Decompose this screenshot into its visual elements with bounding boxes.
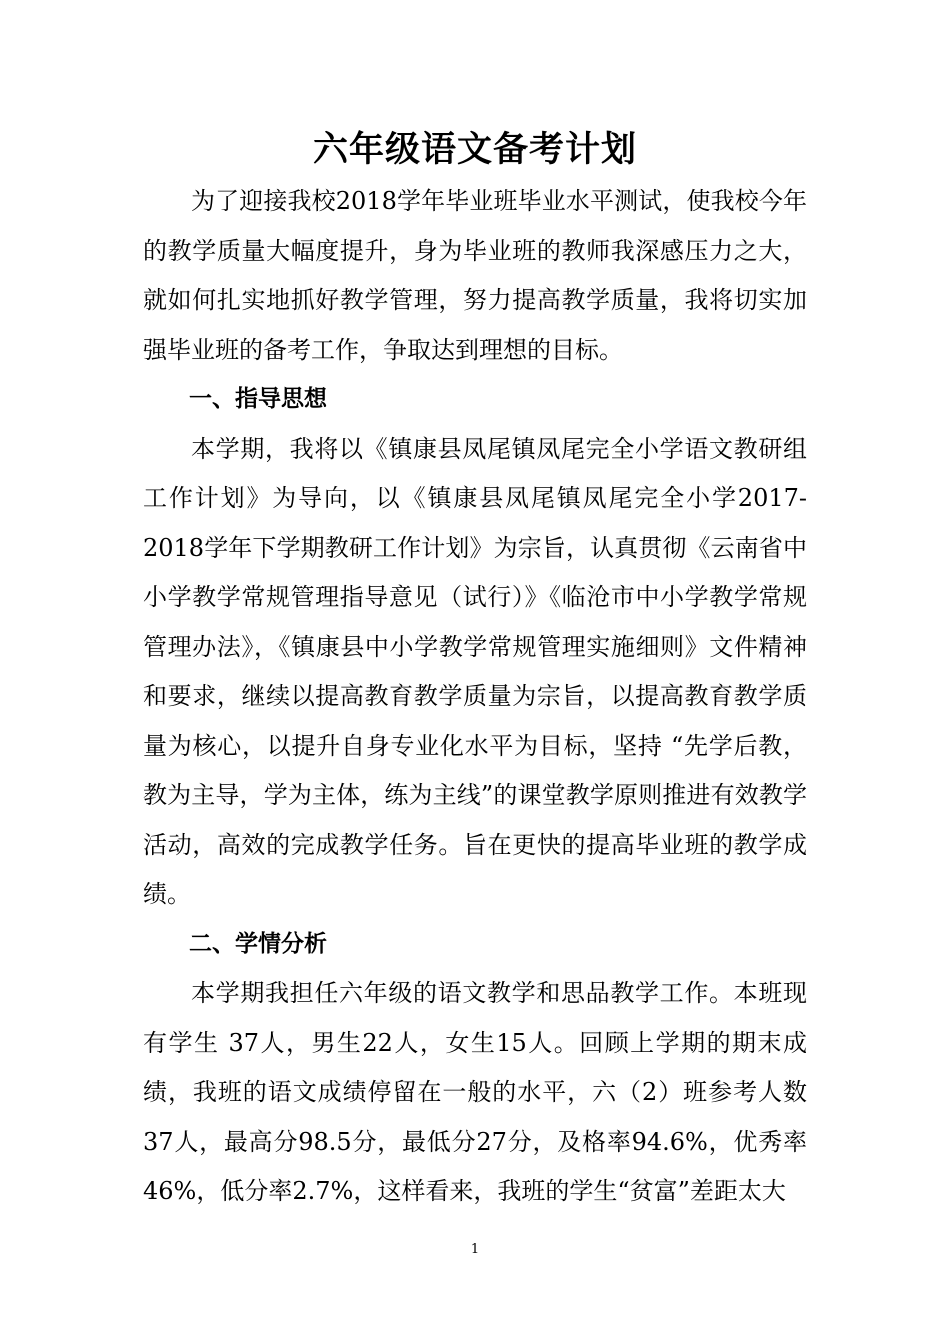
section-heading-student-analysis: 二、学情分析 [189,930,327,957]
guiding-ideology-paragraph: 本学期，我将以《镇康县凤尾镇凤尾完全小学语文教研组工作计划》为导向，以《镇康县凤尾镇凤尾完全小学2017-2018学年下学期教研工作计划》为宗旨，认真贯彻《云南省中小学教学常规管理指导意见（试行）》《临沧市中小学教学常规管理办法》，《镇康县中小学教学常规管理实施细则》文件精神和要求，继续以提高教育教学质量为宗旨，以提高教育教学质量为核心，以提升自身专业化水平为目标，坚持 “先学后教，教为主导，学为主体，练为主线”的课堂教学原则推进有效教学活动，高效的完成教学任务。旨在更快的提高毕业班的教学成绩。 [143,434,807,908]
document-body [143,177,807,1217]
section-heading-guiding-ideology: 一、指导思想 [189,386,327,412]
student-analysis-paragraph: 本学期我担任六年级的语文教学和思品教学工作。本班现有学生 37人，男生22人，女生15人。回顾上学期的期末成绩，我班的语文成绩停留在一般的水平，六（2）班参考人数37人，最高分98.5分，最低分27分，及格率94.6%，优秀率46%，低分率2.7%，这样看来，我班的学生“贫富”差距太大 [143,979,807,1205]
page-number: 1 [470,1242,480,1257]
intro-paragraph: 为了迎接我校2018学年毕业班毕业水平测试，使我校今年的教学质量大幅度提升，身为毕业班的教师我深感压力之大，就如何扎实地抓好教学管理，努力提高教学质量，我将切实加强毕业班的备考工作，争取达到理想的目标。 [143,187,807,364]
document-title: 六年级语文备考计划 [312,129,637,170]
